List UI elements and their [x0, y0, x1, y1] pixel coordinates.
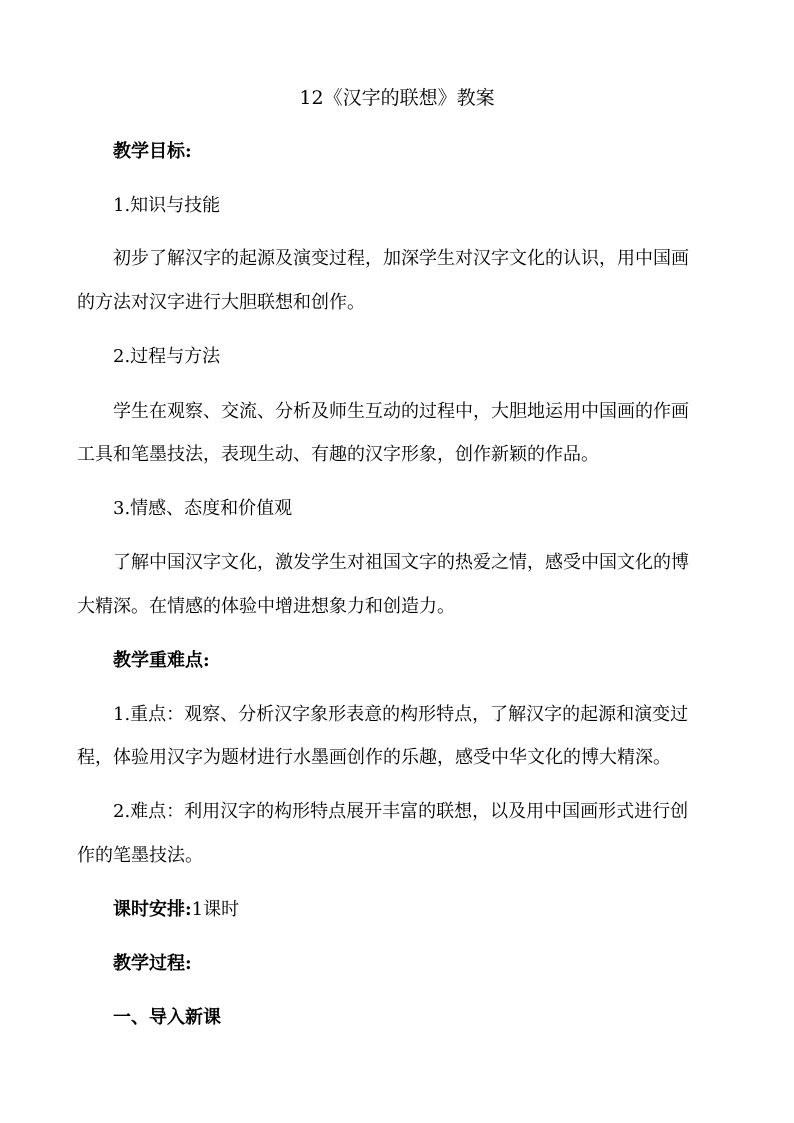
section1-heading: 一、导入新课: [113, 1007, 221, 1028]
key-point2-line2: 作的笔墨技法。: [77, 845, 203, 866]
schedule-line: [113, 898, 753, 922]
item2-heading: 2.过程与方法: [113, 346, 221, 367]
item1-heading: 1.知识与技能: [113, 195, 221, 216]
item3-paragraph-line1: 了解中国汉字文化，激发学生对祖国文字的热爱之情，感受中国文化的博: [113, 552, 689, 573]
item3-paragraph-line2: 大精深。在情感的体验中增进想象力和创造力。: [77, 596, 455, 617]
key-point1-line2: 程，体验用汉字为题材进行水墨画创作的乐趣，感受中华文化的博大精深。: [77, 747, 671, 768]
process-heading: 教学过程:: [113, 953, 192, 974]
key-point2-line1: 2.难点：利用汉字的构形特点展开丰富的联想，以及用中国画形式进行创: [113, 801, 689, 822]
item1-paragraph-line1: 初步了解汉字的起源及演变过程，加深学生对汉字文化的认识，用中国画: [113, 248, 689, 269]
key-point1-line1: 1.重点：观察、分析汉字象形表意的构形特点，了解汉字的起源和演变过: [113, 704, 689, 725]
schedule-label: 课时安排:: [113, 899, 192, 920]
item2-paragraph-line1: 学生在观察、交流、分析及师生互动的过程中，大胆地运用中国画的作画: [113, 401, 689, 422]
key-points-heading: 教学重难点:: [113, 650, 210, 671]
item3-heading: 3.情感、态度和价值观: [113, 498, 293, 519]
document-title: 12《汉字的联想》教案: [299, 87, 495, 109]
schedule-value: 1课时: [191, 899, 240, 920]
item1-paragraph-line2: 的方法对汉字进行大胆联想和创作。: [77, 292, 365, 313]
item2-paragraph-line2: 工具和笔墨技法，表现生动、有趣的汉字形象，创作新颖的作品。: [77, 444, 599, 465]
objectives-heading: 教学目标:: [113, 141, 192, 162]
